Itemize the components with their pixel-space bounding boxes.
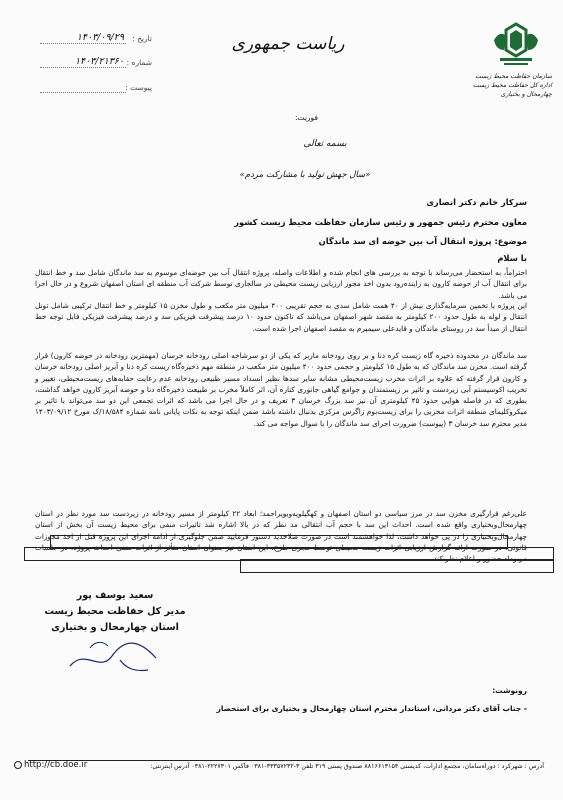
urgency-label: فوریت: — [294, 113, 318, 122]
date-value: ۱۴۰۳/۰۹/۲۹ — [76, 32, 124, 43]
doe-logo — [486, 20, 546, 72]
org-line-3: چهارمحال و بختیاری — [500, 91, 552, 98]
body-paragraph-3: سد ماندگان در محدوده ذخیره گاه زیست کره دنا و بر روی رودخانه ماربر که یکی از دو سرشاخه اصلی رودخانه خرسان (مهمترین رودخانه در حوضه کارون) قرار گرفته است. مخزن سد ماندگان که به طول ۱۵ کیلومتر و حجمی حدود ۴۰۰ میلیون متر مکعب در منطقه مهم ذخیره‌گاه زیست کره دنا و آبریز اصلی رودخانه خرسان و کارون قرار گرفته که علاوه بر اثرات مخرب زیست‌محیطی مشابه سایر سدها نظیر انسداد مسیر طبیعی رودخانه عدم رعایت حقابه‌های زیست‌محیطی، تغییر و تخریب اکوسیستم آبی زیردست و تاثیر بر زیستمندان و جوامع گیاهی جانوری کناره آن، اثر کاملاً مخرب بر طبیعت ذخیره‌گاه دنا و حوضه آبریز کارون خواهد گذاشت، بطوری که در فاصله هوایی حدود ۴۵ کیلومتری آن نیز سد بزرگ خرسان ۳ تعریف و در حال اجرا می باشد که اثرات تجمعی این دو سد می‌تواند با تاثیر بر میکروکلیمای منطقه اثرات مخربی را برای زیست‌بوم زاگرس مرکزی بدنبال داشته باشد ضمن اینکه توجه به نکات پایانی نامه شماره ۱۸/۵۸۴/ک مورخ ۱۴۰۳/۰۹/۱۲ مدیر محترم سد خرسان ۳ (پیوست) ضرورت اجرای سد ماندگان را با سوال مواجه می کند. — [35, 351, 527, 428]
handwritten-signature — [60, 628, 170, 680]
subject-line: موضوع: پروژه انتقال آب بین حوضه ای سد ماندگان — [318, 236, 527, 246]
addressee-name: سرکار خانم دکتر انصاری — [426, 197, 527, 207]
cc-recipient: - جناب آقای دکتر مردانی، استاندار محترم استان چهارمحال و بختیاری برای استحضار — [216, 704, 527, 713]
footer-website[interactable] — [14, 760, 94, 770]
addressee-title: معاون محترم رئیس جمهور و رئیس سازمان حفاظت محیط زیست کشور — [234, 217, 527, 227]
date-label: تاریخ : — [132, 34, 152, 43]
body-paragraph-4: علی‌رغم قرارگیری مخزن سد در مرز سیاسی دو استان اصفهان و کهگیلویه‌وبویراحمد؛ ابعاد ۲۲ کیلومتر از مسیر رودخانه در زیردست سد مورد نظر در استان چهارمحال‌وبختیاری واقع شده است. احداث این سد با حجم آب انتقالی مد نظر که در بالا اشاره شد تاثیرات منفی برای محیط زیست آن بخش از استان چهارمحال‌وبختیاری را در پی خواهد داشت، لذا خواهشمند است در صورت صلاحدید دستور فرمایید ضمن جلوگیری از ادامه اجرای این پروژه قبل از اخذ مجوزات قانونی، در صورت ارائه گزارش ارزیابی اثرات زیست محیطی توسط مجری طرح، این استان نیز بعنوان استان متأثر از اثرات منفی احداث پروژه، در جلسات مربوطه حضور و اعلام نظر کند. — [35, 509, 527, 564]
signer-name: سعید یوسف پور — [76, 590, 154, 601]
website-link[interactable]: http://cb.doe.ir — [24, 760, 88, 770]
org-line-2: اداره کل حفاظت محیط زیست — [472, 82, 552, 89]
attachment-label: پیوست : — [125, 83, 152, 92]
number-label: شماره : — [126, 58, 152, 67]
presidency-title: ریاست جمهوری — [231, 34, 345, 54]
footer-address: آدرس : شهرکرد : دوراه‌سامان، مجتمع ادارات، کدپستی ۸۸۱۶۶۱۳۱۵۴ صندوق پستی ۳۱۹ تلفن ۳-۳۳۳۵۷۲۳۲-۰۳۸۱ فاکس ۲۲۲۷۳۰۱-۰۳۸۱ آدرس اینترنتی: — [150, 763, 544, 770]
organization-name — [440, 72, 552, 99]
footer-divider — [28, 760, 540, 761]
year-slogan: «سال جهش تولید با مشارکت مردم» — [239, 170, 371, 180]
highlight-box-3 — [240, 559, 554, 573]
number-value: ۱۴۰۳/۲۱۳۶۰ — [74, 56, 124, 67]
signer-title: مدیر کل حفاظت محیط زیست — [44, 606, 186, 617]
body-paragraph-2: این پروژه با تخمین سرمایه‌گذاری بیش از ۴۰ همت شامل سدی به حجم تقریبی ۴۰۰ میلیون متر مکعب و طول مخزن ۱۵ کیلومتر و خط انتقال ترکیبی شامل تونل انتقال و لوله به طول حدود ۲۰۰ کیلومتر به مقصد شهر اصفهان می‌باشد که تاکنون حدود ۱۰ درصد پیشرفت فیزیکی سد و درصد پیشرفت فیزیکی قابل توجه خط انتقال از مبدأ سد در روستای ماندگان و قایدعلی سیمیرم به مقصد اصفهان اجرا شده است. — [35, 301, 527, 333]
body-paragraph-1: احتراماً، به استحضار می‌رساند با توجه به بررسی های انجام شده و اطلاعات واصله، پروژه انتقال آب بین حوضه‌ای موسوم به سد ماندگان شامل سد و خط انتقال برای انتقال آب از حوضه کارون به زاینده‌رود بدون اخذ مجوز ارزیابی زیست محیطی در سالجاری توسط شرکت آب منطقه ای استان اصفهان شروع و در حال اجرا می باشد. — [35, 268, 527, 300]
signer-province: استان چهارمحال و بختیاری — [51, 622, 179, 633]
cc-title: رونوشت: — [492, 686, 527, 695]
globe-icon — [14, 761, 22, 769]
greeting: با سلام — [497, 253, 527, 263]
org-line-1: سازمان حفاظت محیط زیست — [475, 73, 552, 80]
bismillah: بسمه تعالی — [303, 139, 347, 149]
